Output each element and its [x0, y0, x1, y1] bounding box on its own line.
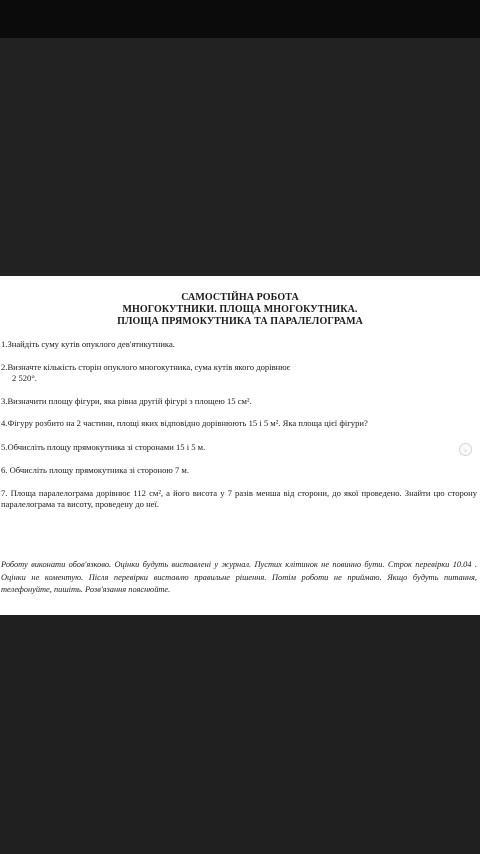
chevron-right-icon[interactable]: ›: [459, 443, 472, 456]
task-6: 6. Обчисліть площу прямокутника зі стороною 7 м.: [1, 465, 189, 475]
heading-line-1: САМОСТІЙНА РОБОТА: [181, 292, 299, 303]
heading-line-2: МНОГОКУТНИКИ. ПЛОЩА МНОГОКУТНИКА.: [122, 304, 358, 315]
heading-line-3: ПЛОЩА ПРЯМОКУТНИКА ТА ПАРАЛЕЛОГРАМА: [117, 316, 363, 327]
task-1: 1.Знайдіть суму кутів опуклого дев'ятикутника.: [1, 339, 175, 349]
background-top: [0, 38, 480, 276]
task-4: 4.Фігуру розбито на 2 частини, площі яких відповідно дорівнюють 15 і 5 м². Яка площа цієї фігури?: [1, 418, 368, 428]
task-2-continued: 2 520°.: [12, 373, 37, 383]
instructions-note: Роботу виконати обов'язково. Оцінки будуть виставлені у журнал. Пустих клітинок не повинно бути. Строк перевірки 10.04 . Оцінки не коментую. Після перевірки виставлю правильне рішення. Потім роботи не приймаю. Якщо будуть питання, телефонуйте, пишіть. Розв'язання пояснюйте.: [1, 560, 477, 594]
task-5: 5.Обчисліть площу прямокутника зі сторонами 15 і 5 м.: [1, 442, 206, 452]
task-2: 2.Визначте кількість сторін опуклого многокутника, сума кутів якого дорівнює: [1, 362, 291, 372]
background-bottom: [0, 615, 480, 854]
task-7: 7. Площа паралелограма дорівнює 112 см², а його висота у 7 разів менша від сторони, до якої проведено. Знайти цю сторону паралелограма та висоту, проведену до неї.: [1, 488, 477, 509]
top-bar: [0, 0, 480, 38]
document-page: [0, 276, 480, 615]
task-3: 3.Визначити площу фігури, яка рівна другій фігурі з площею 15 см².: [1, 396, 252, 406]
